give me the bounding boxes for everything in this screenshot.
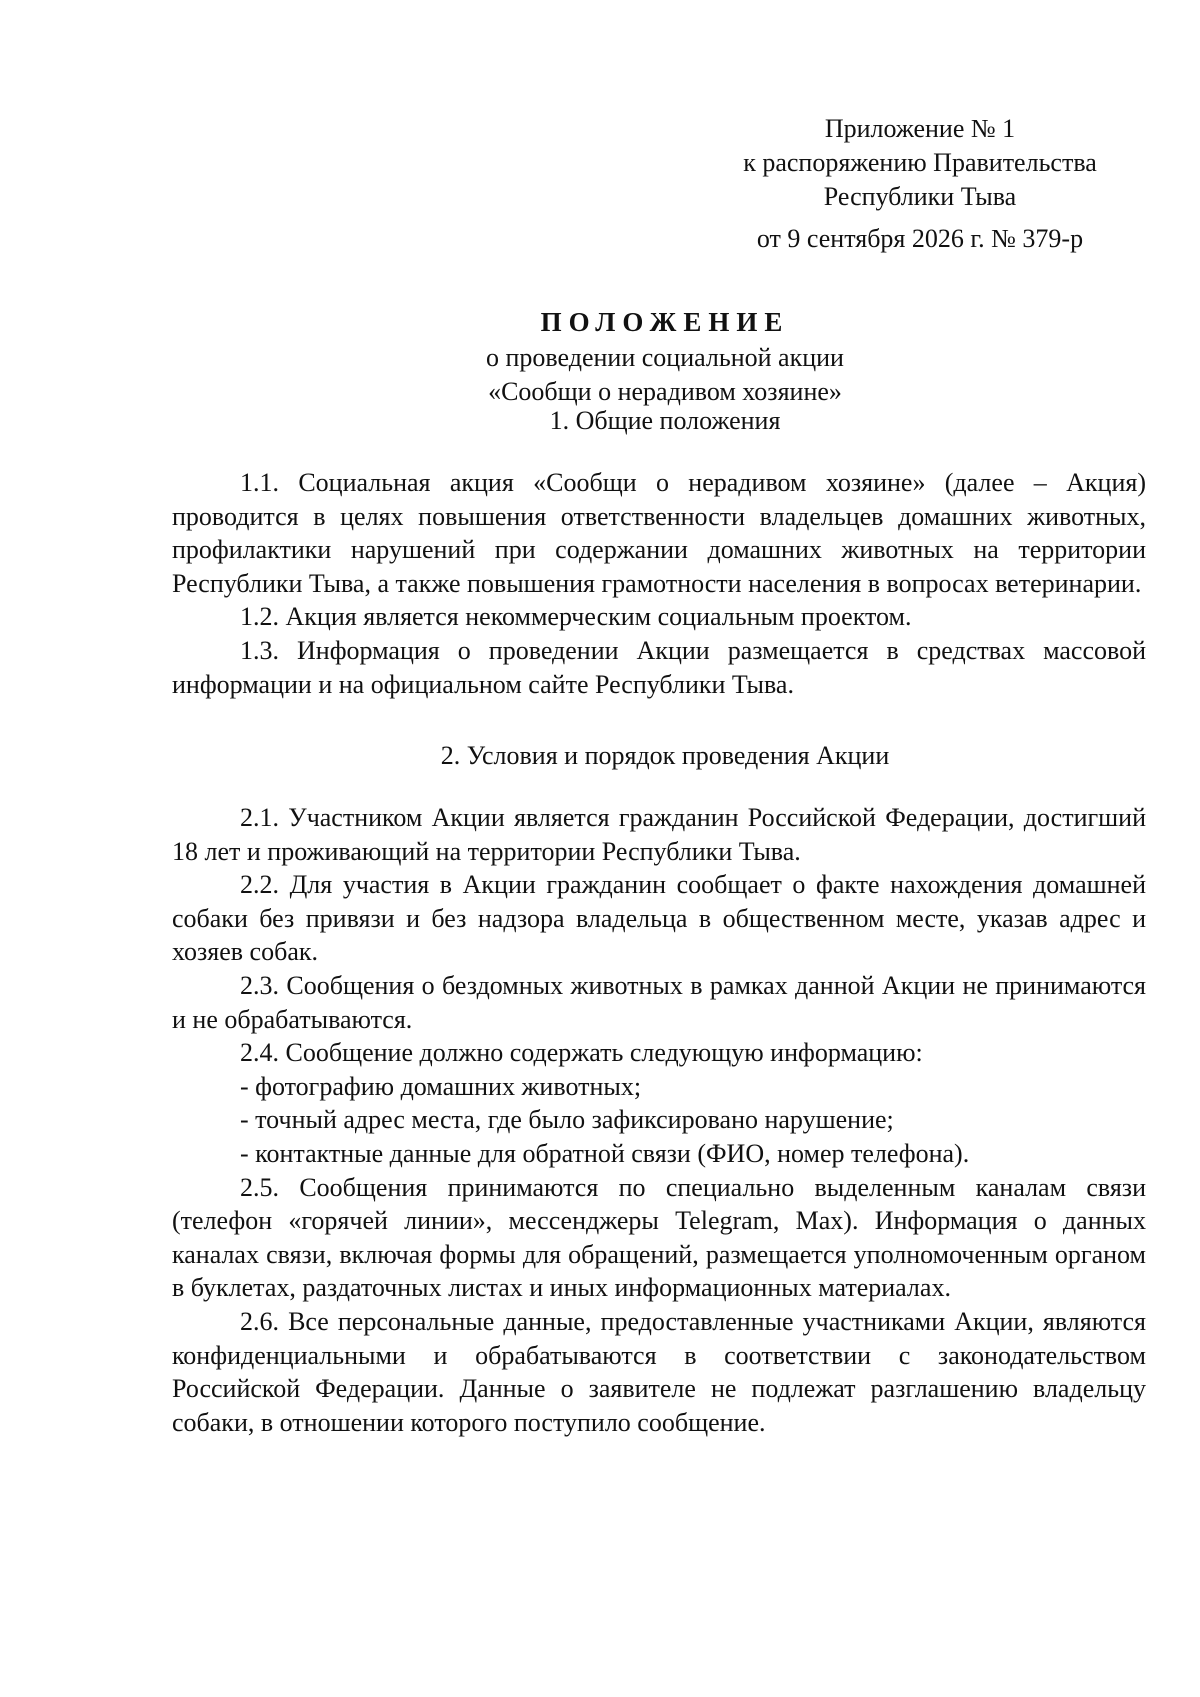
document-title-block — [180, 303, 1150, 409]
paragraph-2-3: 2.3. Сообщения о бездомных животных в рамках данной Акции не принимаются и не обрабатываются. — [172, 970, 1146, 1034]
paragraph-2-5: 2.5. Сообщения принимаются по специально выделенным каналам связи (телефон «горячей линии», мессенджеры Telegram, Max). Информация о данных каналах связи, включая формы для обращений, размещается уполномоченным органом в буклетах, раздаточных листах и иных информационных материалах. — [172, 1172, 1146, 1303]
appendix-republic: Республики Тыва — [823, 182, 1017, 211]
paragraph-1-2: 1.2. Акция является некоммерческим социальным проектом. — [240, 602, 912, 632]
section-2-body — [172, 801, 1146, 1439]
section-2-heading: 2. Условия и порядок проведения Акции — [440, 741, 890, 770]
appendix-header — [720, 112, 1120, 256]
paragraph-1-1: 1.1. Социальная акция «Сообщи о нерадивом хозяине» (далее – Акция) проводится в целях повышения ответственности владельцев домашних животных, профилактики нарушений при содержании домашних животных на территории Республики Тыва, а также повышения грамотности населения в вопросах ветеринарии. — [172, 468, 1146, 598]
document-subtitle-line-2: «Сообщи о нерадивом хозяине» — [488, 377, 842, 406]
document-title: ПОЛОЖЕНИЕ — [540, 307, 790, 337]
paragraph-1-3: 1.3. Информация о проведении Акции размещается в средствах массовой информации и на официальном сайте Республики Тыва. — [172, 635, 1146, 699]
appendix-to-order: к распоряжению Правительства — [743, 148, 1097, 177]
paragraph-2-6: 2.6. Все персональные данные, предоставленные участниками Акции, являются конфиденциальными и обрабатываются в соответствии с законодательством Российской Федерации. Данные о заявителе не подлежат разглашению владельцу собаки, в отношении которого поступило сообщение. — [172, 1306, 1146, 1437]
paragraph-2-4: 2.4. Сообщение должно содержать следующую информацию: — [240, 1038, 923, 1068]
section-1-body — [172, 466, 1146, 701]
list-item-contacts: - контактные данные для обратной связи (ФИО, номер телефона). — [240, 1138, 970, 1168]
order-date-number: от 9 сентября 2026 г. № 379-р — [756, 224, 1084, 253]
section-1-heading: 1. Общие положения — [549, 406, 781, 435]
list-item-address: - точный адрес места, где было зафиксировано нарушение; — [240, 1105, 894, 1135]
appendix-number: Приложение № 1 — [824, 114, 1016, 143]
paragraph-2-1: 2.1. Участником Акции является гражданин Российской Федерации, достигший 18 лет и проживающий на территории Республики Тыва. — [172, 803, 1146, 866]
document-subtitle-line-1: о проведении социальной акции — [486, 343, 844, 372]
list-item-photo: - фотографию домашних животных; — [240, 1071, 642, 1101]
paragraph-2-2: 2.2. Для участия в Акции гражданин сообщает о факте нахождения домашней собаки без привязи и без надзора владельца в общественном месте, указав адрес и хозяев собак. — [172, 870, 1146, 967]
